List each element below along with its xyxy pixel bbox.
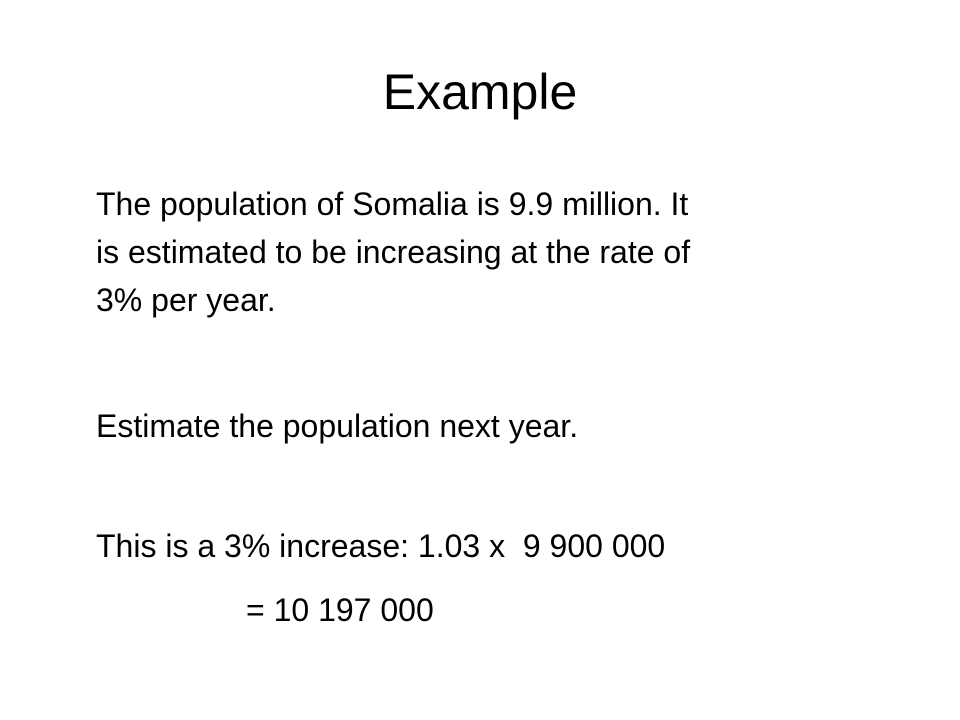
slide-title: Example xyxy=(382,64,578,120)
problem-line-3: 3% per year. xyxy=(96,282,276,318)
problem-line-1: The population of Somalia is 9.9 million. It xyxy=(96,186,689,222)
task-statement: Estimate the population next year. xyxy=(96,408,579,444)
problem-line-2: is estimated to be increasing at the rate of xyxy=(96,234,691,270)
problem-statement xyxy=(96,180,896,324)
result-line: = 10 197 000 xyxy=(246,592,434,628)
working-line: This is a 3% increase: 1.03 x 9 900 000 xyxy=(96,528,666,564)
